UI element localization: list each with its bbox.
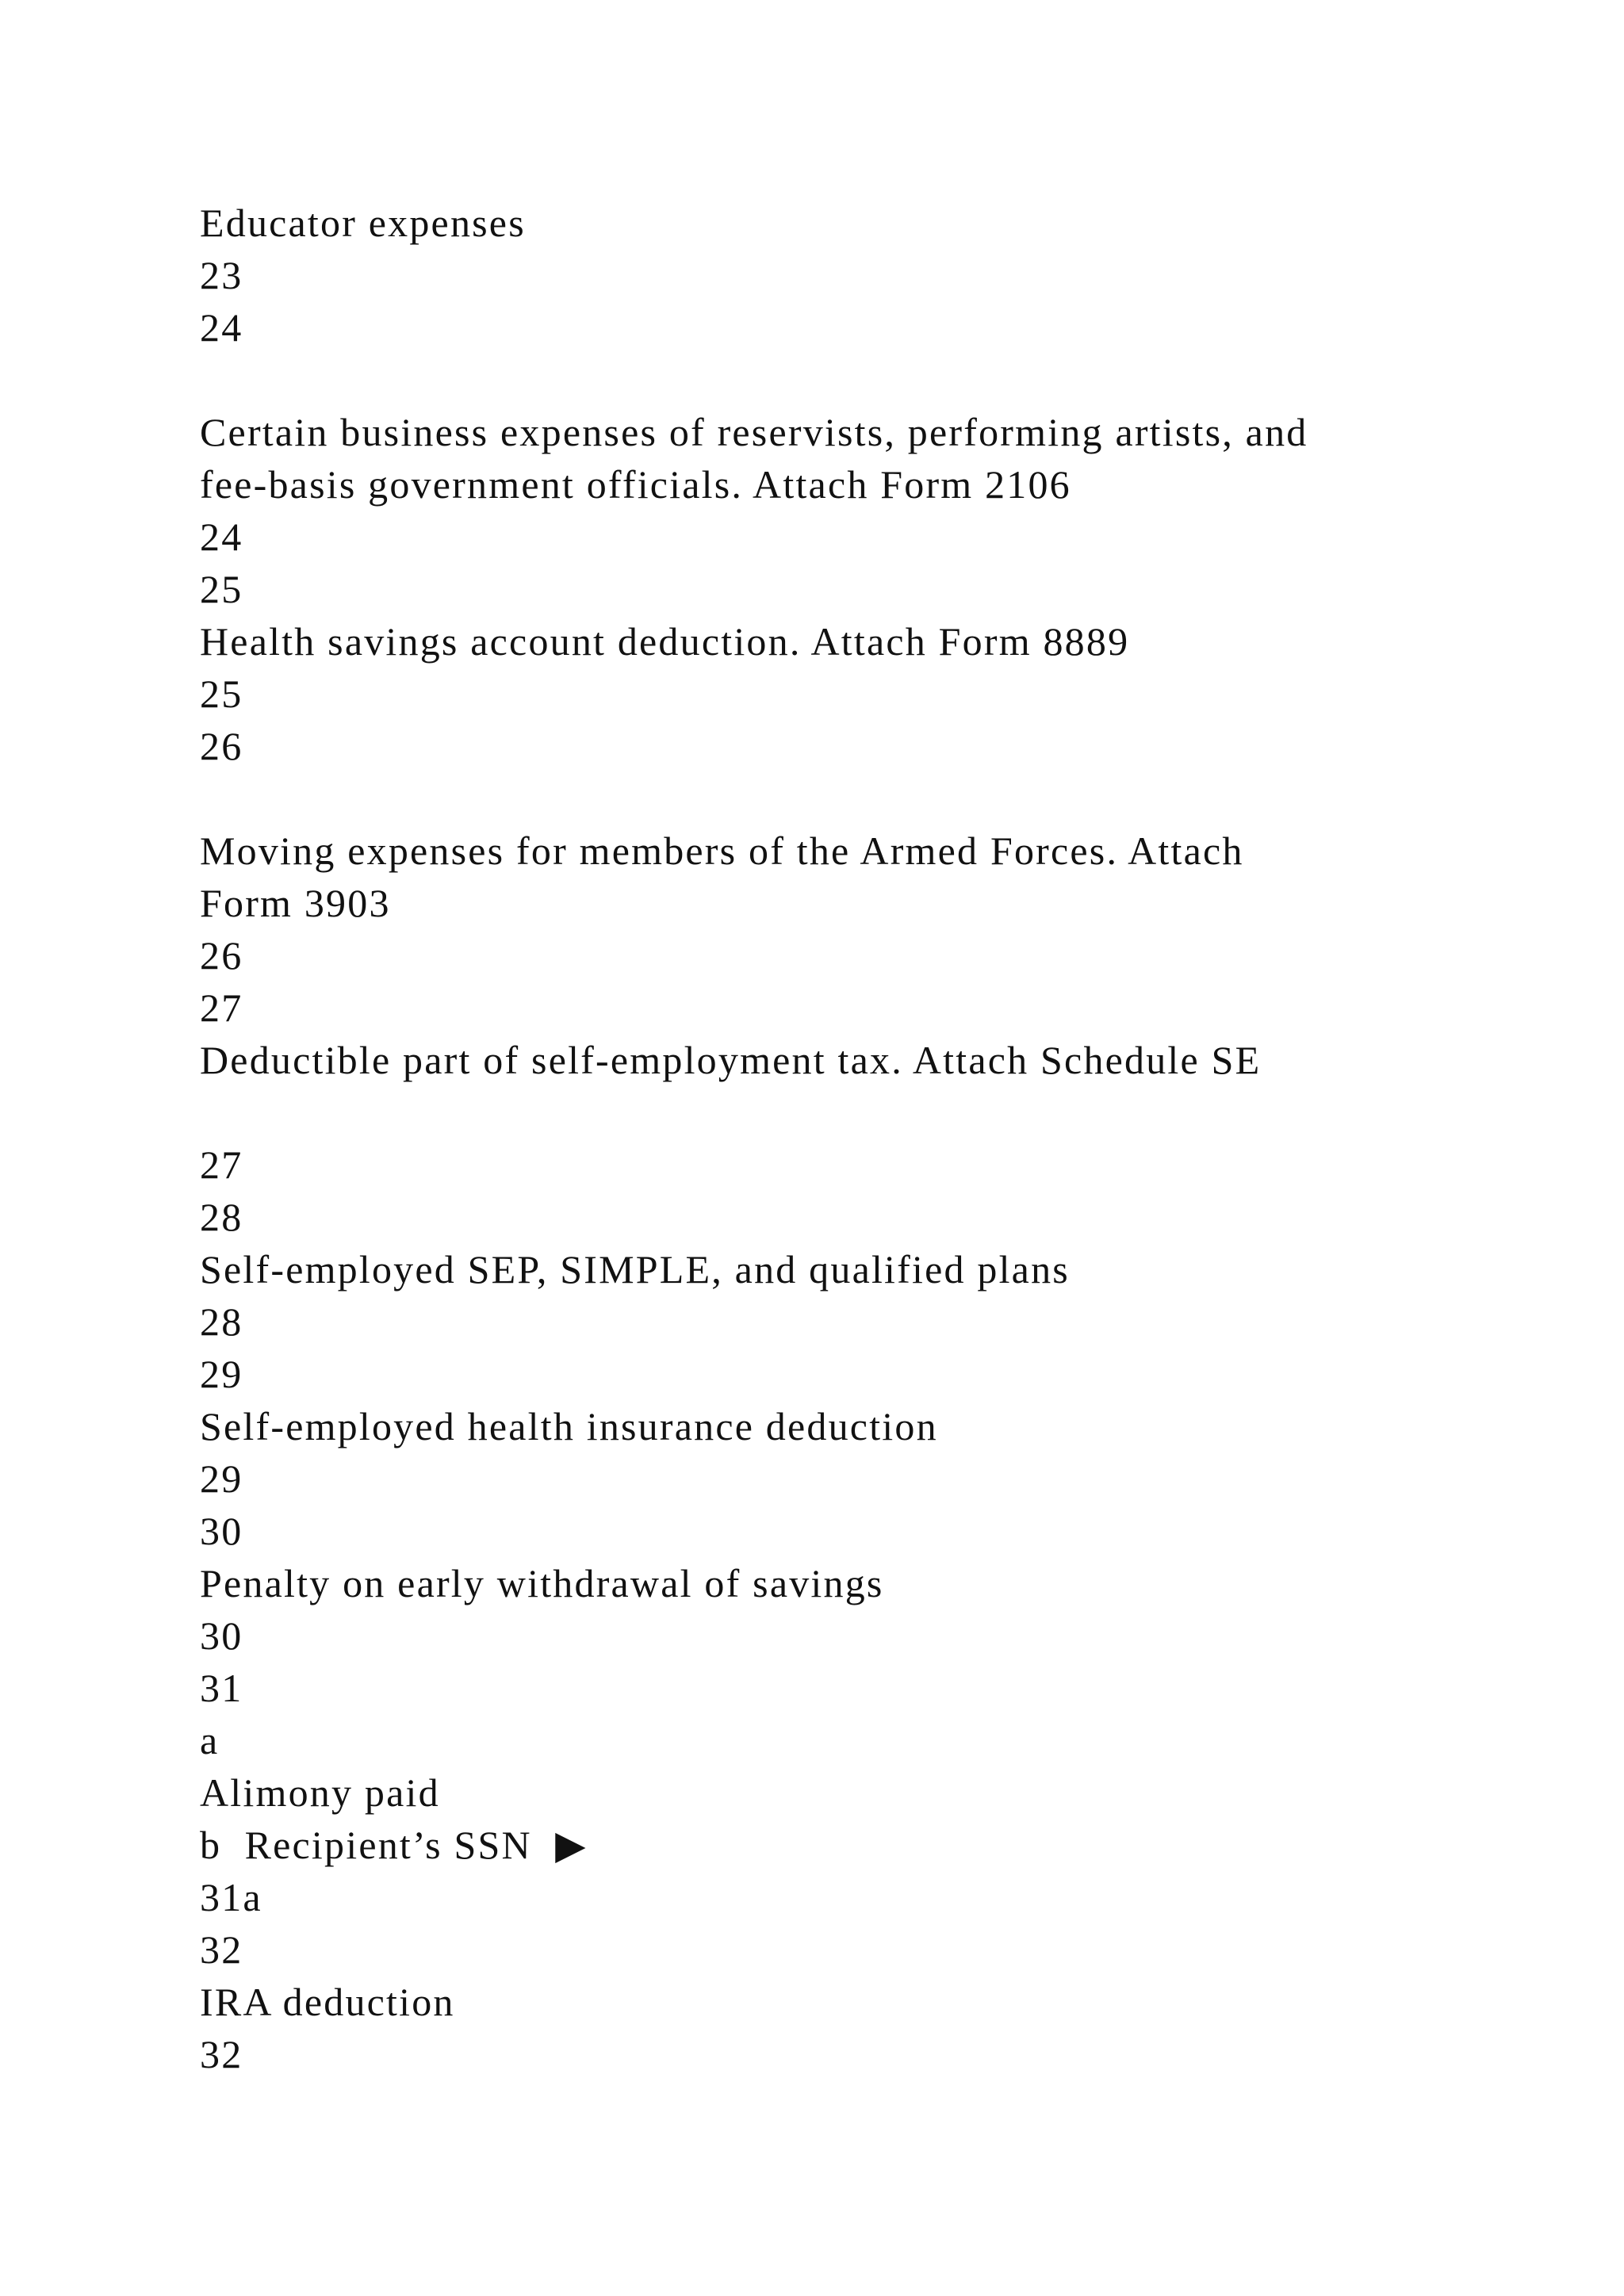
line-business-expenses-cont: fee-basis government officials. Attach Form 2106 [200,462,1071,507]
line-number: 32 [200,2032,243,2076]
line-letter-a: a [200,1718,220,1762]
line-moving-expenses: Moving expenses for members of the Armed Forces. Attach [200,828,1244,873]
line-number: 32 [200,1927,243,1972]
line-number: 30 [200,1509,243,1553]
form-text-lines [200,197,1469,2080]
line-number: 31a [200,1875,262,1919]
line-number: 23 [200,253,243,297]
line-number: 28 [200,1195,243,1239]
line-number: 31 [200,1666,243,1710]
line-number: 25 [200,567,243,611]
line-health-insurance: Self-employed health insurance deduction [200,1404,938,1448]
line-number: 26 [200,933,243,978]
line-sep-simple-plans: Self-employed SEP, SIMPLE, and qualified plans [200,1247,1070,1292]
line-alimony-paid: Alimony paid [200,1770,440,1815]
line-hsa-deduction: Health savings account deduction. Attach Form 8889 [200,619,1130,664]
blank-line [200,354,1469,406]
line-number: 27 [200,1142,243,1187]
line-ira-deduction: IRA deduction [200,1980,455,2024]
line-educator-expenses: Educator expenses [200,201,526,245]
line-number: 25 [200,672,243,716]
line-self-employment-tax: Deductible part of self-employment tax. Attach Schedule SE [200,1038,1262,1082]
line-early-withdrawal-penalty: Penalty on early withdrawal of savings [200,1561,884,1605]
line-recipient-ssn: b Recipient’s SSN ▶ [200,1823,588,1867]
line-moving-expenses-cont: Form 3903 [200,881,391,925]
line-number: 24 [200,515,243,559]
line-number: 29 [200,1352,243,1396]
line-number: 29 [200,1456,243,1501]
line-number: 24 [200,305,243,350]
blank-line [200,1086,1469,1138]
line-business-expenses: Certain business expenses of reservists, performing artists, and [200,410,1308,454]
line-number: 27 [200,985,243,1030]
blank-line [200,772,1469,825]
line-number: 26 [200,724,243,768]
line-number: 30 [200,1613,243,1658]
line-number: 28 [200,1299,243,1344]
